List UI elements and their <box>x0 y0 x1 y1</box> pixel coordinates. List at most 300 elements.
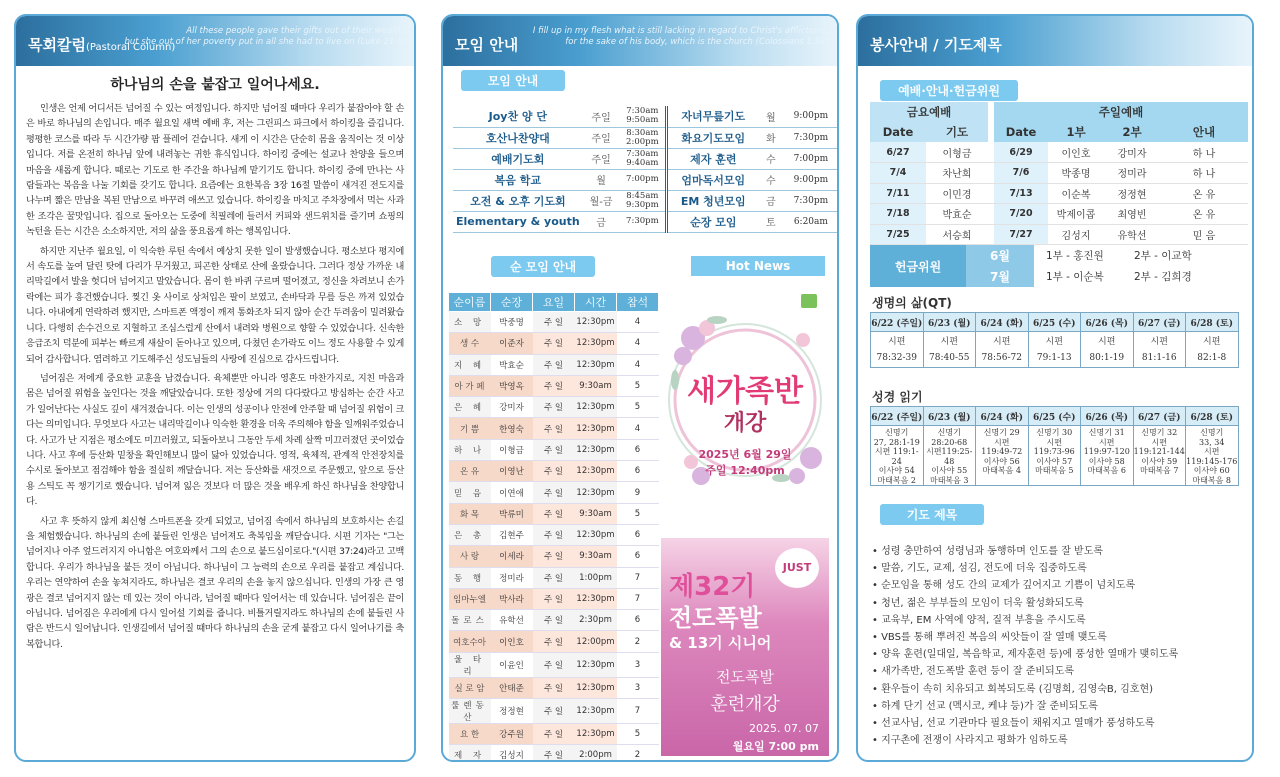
evangelism-edition: 제32기 <box>669 572 756 602</box>
qt-verse: 78:56-72 <box>976 349 1029 368</box>
worship-cell: 김성지 <box>1048 224 1104 245</box>
qt-day: 6/25 (수) <box>1028 313 1081 332</box>
offering-second: 2부 - 김희경 <box>1134 271 1192 283</box>
qt-day: 6/26 (목) <box>1081 313 1134 332</box>
sun-row <box>449 397 659 418</box>
meeting-time <box>619 127 666 148</box>
worship-col-row <box>870 122 1248 142</box>
worship-cell: 7/27 <box>994 224 1048 245</box>
worship-cell: 하 나 <box>1160 163 1248 184</box>
meeting-day: 월 <box>596 176 606 187</box>
hot-news-label: Hot News <box>691 256 825 276</box>
evangelism-poster <box>661 538 829 756</box>
worship-cell: 유학선 <box>1104 224 1160 245</box>
bible-reading-line: 119:121-144 <box>1133 447 1185 456</box>
bible-reading-line: 33, 34 <box>1199 437 1225 447</box>
bible-reading-line: 시편 <box>1099 437 1115 447</box>
sun-cell: 12:30pm <box>575 312 617 333</box>
qt-book: 시편 <box>1186 332 1239 349</box>
sun-cell: 박중명 <box>491 312 533 333</box>
worship-cell: 박종명 <box>1048 163 1104 184</box>
sun-row <box>449 461 659 482</box>
meeting-day: 화 <box>765 134 776 145</box>
prayer-item: • 양육 훈련(일대일, 복음학교, 제자훈련 등)에 풍성한 열매가 맺히도록 <box>872 646 1178 663</box>
sun-cell: 4 <box>617 333 659 354</box>
meeting-time: 7:30pm <box>793 132 829 143</box>
offering-first: 1부 - 이순복 <box>1046 271 1104 283</box>
offering-second: 2부 - 이교학 <box>1134 250 1192 262</box>
worship-cell: 이인호 <box>1048 142 1104 163</box>
bible-reading-line: 신명기 <box>1200 428 1224 437</box>
bible-reading <box>1081 426 1134 486</box>
bible-day-row <box>871 407 1239 426</box>
sun-cell: 12:30pm <box>575 677 617 698</box>
newcomer-date: 2025년 6월 29일 <box>698 448 792 461</box>
meeting-day: 월 <box>765 112 776 124</box>
evangelism-senior: & 13기 시니어 <box>669 634 772 652</box>
qt-book-row <box>871 332 1239 349</box>
bible-reading-line: 시편 <box>994 437 1010 447</box>
sun-cell: 주 일 <box>533 312 575 333</box>
sun-cell: 3 <box>617 652 659 677</box>
sun-cell: 한영숙 <box>491 418 533 439</box>
qt-verse-row <box>871 349 1239 368</box>
qt-verse: 79:1-13 <box>1028 349 1081 368</box>
sun-cell: 6 <box>617 524 659 545</box>
sun-cell: 주 일 <box>533 610 575 631</box>
sun-cell: 여호수아 <box>449 631 491 652</box>
prayer-item: • 환우들이 속히 치유되고 회복되도록 (김명희, 김영숙B, 김호현) <box>872 681 1178 698</box>
meeting-time <box>619 190 666 211</box>
sun-cell: 생 수 <box>449 333 491 354</box>
sun-cell: 주 일 <box>533 546 575 567</box>
sun-cell: 9 <box>617 482 659 503</box>
bible-reading-line: 마태복음 7 <box>1139 466 1179 475</box>
sun-cell: 제 자 <box>449 745 491 762</box>
pastoral-header <box>16 16 414 66</box>
worship-cell: 정정현 <box>1104 183 1160 204</box>
sun-cell: 6 <box>617 546 659 567</box>
prayer-item: • 하계 단기 선교 (멕시코, 케냐 등)가 잘 준비되도록 <box>872 698 1178 715</box>
sun-cell: 5 <box>617 375 659 396</box>
sun-cell: 5 <box>617 503 659 524</box>
bible-reading-line: 이사야 57 <box>1036 456 1073 466</box>
worship-col-header: 2부 <box>1104 122 1160 142</box>
evangelism-line5: 훈련개강 <box>710 694 780 715</box>
sun-cell: 7 <box>617 699 659 724</box>
sun-cell: 김성지 <box>491 745 533 762</box>
sun-header-row <box>449 293 659 312</box>
sun-cell: 주 일 <box>533 699 575 724</box>
offering-row <box>870 245 1244 266</box>
qt-verse: 82:1-8 <box>1186 349 1239 368</box>
sun-cell: 박류미 <box>491 503 533 524</box>
sun-cell: 화 목 <box>449 503 491 524</box>
prayer-item: • 성령 충만하여 성령님과 동행하며 인도를 잘 받도록 <box>872 543 1178 560</box>
bible-reading-line: 이사야 59 <box>1141 456 1178 466</box>
newcomer-subtitle: 개강 <box>723 411 767 436</box>
bible-reading-line: 시편 <box>1151 437 1167 447</box>
service-header <box>858 16 1252 66</box>
meeting-name: EM 청년모임 <box>680 194 746 208</box>
sun-cell: 6 <box>617 439 659 460</box>
sun-cell: 박사라 <box>491 588 533 609</box>
sun-cell: 은 총 <box>449 524 491 545</box>
meeting-verse: I fill up in my flesh what is still lacking in regard to Christ's afflictions, for the sake of his body, which is the church (Colossians 1:24) <box>532 26 829 48</box>
sun-cell: 12:30pm <box>575 418 617 439</box>
sun-row <box>449 524 659 545</box>
worship-cell: 정미라 <box>1104 163 1160 184</box>
worship-col-header: 기도 <box>926 122 988 142</box>
sun-cell: 7 <box>617 567 659 588</box>
meeting-name: 예배기도회 <box>491 152 545 166</box>
meeting-time <box>619 106 666 127</box>
worship-cell: 박제이콥 <box>1048 204 1104 225</box>
sun-cell: 주 일 <box>533 724 575 745</box>
sun-cell: 이준자 <box>491 333 533 354</box>
worship-col-header: Date <box>870 122 926 142</box>
worship-cell: 믿 음 <box>1160 224 1248 245</box>
sun-cell: 12:30pm <box>575 439 617 460</box>
bible-reading <box>976 426 1029 486</box>
worship-cell: 강미자 <box>1104 142 1160 163</box>
meeting-name: Elementary & youth <box>456 215 580 228</box>
sun-cell: 6 <box>617 461 659 482</box>
meeting-name: 호산나찬양대 <box>485 131 550 145</box>
sun-cell: 9:30am <box>575 375 617 396</box>
sun-cell: 7 <box>617 588 659 609</box>
sun-header-cell: 시간 <box>575 293 617 312</box>
worship-cell: 7/25 <box>870 224 926 245</box>
bible-reading-line: 시편 <box>1204 447 1220 456</box>
meeting-name: 오전 & 오후 기도회 <box>470 194 566 208</box>
meeting-time <box>619 148 666 169</box>
sun-header-cell: 순이름 <box>449 293 491 312</box>
sun-row <box>449 652 659 677</box>
sun-header-cell: 요일 <box>533 293 575 312</box>
sun-cell: 소 망 <box>449 312 491 333</box>
qt-day: 6/28 (토) <box>1186 313 1239 332</box>
sun-cell: 김현주 <box>491 524 533 545</box>
sun-cell: 룰렌동산 <box>449 699 491 724</box>
qt-verse: 78:32-39 <box>871 349 924 368</box>
meeting-header <box>443 16 837 66</box>
meeting-day: 주일 <box>591 134 611 145</box>
meeting-time: 7:00pm <box>793 153 829 164</box>
sun-cell: 이영난 <box>491 461 533 482</box>
just-logo: JUST <box>775 548 819 588</box>
meeting-day: 수 <box>765 155 776 166</box>
offering-month: 6월 <box>966 245 1034 266</box>
sun-cell: 12:30pm <box>575 524 617 545</box>
bible-day: 6/25 (수) <box>1028 407 1081 426</box>
meeting-name: 복음 학교 <box>494 173 542 187</box>
meeting-row <box>453 169 837 190</box>
worship-cell: 온 유 <box>1160 204 1248 225</box>
sun-table <box>448 292 659 762</box>
worship-col-header: 안내 <box>1160 122 1248 142</box>
bible-reading-line: 마태복음 4 <box>982 466 1022 475</box>
meeting-name: 화요기도모임 <box>681 131 746 145</box>
sun-cell: 하 나 <box>449 439 491 460</box>
sun-cell: 주 일 <box>533 482 575 503</box>
meeting-day: 금 <box>765 197 776 208</box>
sun-row <box>449 631 659 652</box>
worship-cell: 차난희 <box>926 163 988 184</box>
bible-reading-line: 시편119:25-48 <box>926 447 973 466</box>
meeting-time: 7:30pm <box>793 195 829 206</box>
service-header-title: 봉사안내 / 기도제목 <box>870 36 1002 54</box>
sun-cell: 12:30pm <box>575 699 617 724</box>
sun-row <box>449 610 659 631</box>
sun-cell: 강주원 <box>491 724 533 745</box>
bible-reading-line: 119:73-96 <box>1033 447 1075 456</box>
column-paragraph: 인생은 언제 어디서든 넘어질 수 있는 여정입니다. 하지만 넘어질 때마다 우리가 붙잡아야 할 손은 바로 하나님의 손입니다. 매주 월요일 새벽 예배 후, 저는 그린피스 파크에서 하이킹을 즐깁니다. 평평한 코스를 따라 두 시간가량 팜 플레어 걷습니다. 새게 이 시간은 단순히 몸을 움직이는 것 이상입니다. 저를 온전히 하나님 앞에 내려놓는 귀한 휴식입니다. 하이킹 중에는 설교나 찬양을 들으며 마음을 새롭게 합니다. 때로는 기도로 한 주간을 하나님께 맡기기도 합니다. 하이킹 중에 만나는 사람들과는 복음을 나눌 기회를 갖기도 합니다. 요즘에는 요한복음 3장 16절 말씀이 새겨진 전도지를 나누며 짧은 만남을 복된 만남으로 바꾸려 애쓰고 있습니다. 하이킹을 마치고 주차장에서 먹는 사과 한 조각은 꿀맛입니다. 집으로 돌아오는 도중에 칙필레에 들러서 커피와 샌드위치를 즐기며 쇼핑의 녹턴을 듣는 시간은 소소하지만, 저의 삶을 풍요롭게 하는 행복입니다. <box>26 104 404 238</box>
sun-cell: 2:30pm <box>575 610 617 631</box>
sun-worship-header: 주일예배 <box>994 102 1248 122</box>
meeting-time: 9:00pm <box>793 174 829 185</box>
bible-day: 6/28 (토) <box>1186 407 1239 426</box>
worship-cell: 이민경 <box>926 183 988 204</box>
sun-row <box>449 503 659 524</box>
meeting-day: 주일 <box>591 112 611 124</box>
qt-day: 6/24 (화) <box>976 313 1029 332</box>
qt-book: 시편 <box>1081 332 1134 349</box>
sun-cell: 4 <box>617 418 659 439</box>
worship-cell: 박효순 <box>926 204 988 225</box>
column-paragraph: 하지만 지난주 월요일, 이 익숙한 루틴 속에서 예상치 못한 일이 발생했습니다. 평소보다 평지에서 속도를 높여 달린 탓에 다리가 무거웠고, 피곤한 상태로 산에 올랐습니다. 그러다 정상 가까운 내리막길에서 발을 헛디뎌 넘어지고 말았습니다. 몸이 한 바퀴 구르며 떨어졌고, 정신을 차려보니 손가락에는 피가 흥건했습니다. 찢긴 옷 사이로 상처입은 팔이 보였고, 손바닥과 무릎 등은 까져 있었습니다. 아내에게 연락하려 했지만, 스마트폰 액정이 깨져 통화조차 되지 않아 순간 두려움이 밀려왔습니다. 다행히 손수건으로 지혈하고 조심스럽게 산에서 내려와 병원으로 향할 수 있었습니다. 신속한 응급조치 덕분에 피부는 빠르게 새살이 돋아나고 있으며, 다쳤던 손가락도 이느 정도 사용할 수 있게 되어 감사합니다. 염려하고 기도해주신 성도님들의 사랑에 진심으로 감사드립니다. <box>26 246 404 365</box>
worship-cell: 7/18 <box>870 204 926 225</box>
evangelism-line4: 전도폭발 <box>716 668 774 686</box>
sun-cell: 돌로스 <box>449 610 491 631</box>
bible-reading-line: 신명기 31 <box>1088 428 1125 437</box>
bible-reading <box>1028 426 1081 486</box>
prayer-item: • 선교사님, 선교 기관마다 필요들이 채워지고 열매가 풍성하도록 <box>872 715 1178 732</box>
newcomer-class-poster <box>661 280 829 538</box>
sun-cell: 주 일 <box>533 461 575 482</box>
bible-reading-line: 이사야 55 <box>931 466 968 475</box>
worship-cell: 이형금 <box>926 142 988 163</box>
meeting-name: 엄마독서모임 <box>681 173 746 187</box>
bible-day: 6/24 (화) <box>976 407 1029 426</box>
sun-cell: 주 일 <box>533 588 575 609</box>
sun-cell: 12:30pm <box>575 461 617 482</box>
sun-cell: 5 <box>617 724 659 745</box>
sun-row <box>449 546 659 567</box>
prayer-item: • 교육부, EM 사역에 양적, 질적 부흥을 주시도록 <box>872 612 1178 629</box>
meeting-time: 9:00pm <box>793 111 829 122</box>
sun-cell: 온 유 <box>449 461 491 482</box>
worship-group-row <box>870 102 1248 122</box>
sun-cell: 주 일 <box>533 333 575 354</box>
sun-cell: 강미자 <box>491 397 533 418</box>
sun-cell: 안태준 <box>491 677 533 698</box>
sun-cell: 박영옥 <box>491 375 533 396</box>
sun-cell: 주 일 <box>533 418 575 439</box>
pastoral-column-panel <box>14 14 416 762</box>
bible-reading-line: 119:145-176 <box>1186 456 1238 466</box>
qt-day-row <box>871 313 1239 332</box>
sun-row <box>449 354 659 375</box>
bible-table <box>870 406 1239 486</box>
sun-cell: 주 일 <box>533 677 575 698</box>
offering-label: 헌금위원 <box>870 245 966 287</box>
bible-reading-line: 27, 28:1-19 <box>873 437 920 447</box>
worship-cell: 7/13 <box>994 183 1048 204</box>
sun-header-cell: 순장 <box>491 293 533 312</box>
meeting-table <box>453 106 837 233</box>
meeting-name: 제자 훈련 <box>690 152 737 166</box>
worship-cell: 최영빈 <box>1104 204 1160 225</box>
sun-cell: 주 일 <box>533 567 575 588</box>
bible-reading-line: 신명기 32 <box>1141 428 1178 437</box>
worship-cell: 하 나 <box>1160 142 1248 163</box>
meeting-name: Joy찬 양 단 <box>488 110 548 124</box>
meeting-day: 금 <box>596 218 606 229</box>
meeting-time <box>619 169 666 190</box>
sun-cell: 정정현 <box>491 699 533 724</box>
sun-cell: 12:30pm <box>575 397 617 418</box>
sun-cell: 주 일 <box>533 503 575 524</box>
qt-verse: 78:40-55 <box>923 349 976 368</box>
bible-day: 6/22 (주일) <box>871 407 924 426</box>
meeting-row <box>453 148 837 169</box>
sun-cell: 동 행 <box>449 567 491 588</box>
meeting-day: 월-금 <box>589 197 613 208</box>
evangelism-time: 월요일 7:00 pm <box>732 740 819 753</box>
newcomer-time: 주일 12:40pm <box>705 464 785 477</box>
bible-reading-line: 시편 119:1-24 <box>874 447 919 466</box>
offering-month: 7월 <box>966 266 1034 287</box>
sun-cell: 주 일 <box>533 652 575 677</box>
sun-cell: 은 혜 <box>449 397 491 418</box>
sun-cell: 주 일 <box>533 354 575 375</box>
worship-row <box>870 183 1248 204</box>
worship-cell: 이순복 <box>1048 183 1104 204</box>
sun-cell: 이연애 <box>491 482 533 503</box>
worship-col-header: 1부 <box>1048 122 1104 142</box>
sun-cell: 2:00pm <box>575 745 617 762</box>
qt-book: 시편 <box>923 332 976 349</box>
sun-cell: 1:00pm <box>575 567 617 588</box>
sun-row <box>449 677 659 698</box>
sun-cell: 사 랑 <box>449 546 491 567</box>
meeting-label: 모임 안내 <box>461 70 565 91</box>
sun-cell: 2 <box>617 745 659 762</box>
column-paragraph: 넘어짐은 저에게 중요한 교훈을 남겼습니다. 육체뿐만 아니라 영혼도 마찬가지로, 지친 마음과 몸은 넘어질 위험을 높인다는 것을 깨달았습니다. 또한 정상에 거의 다다랐다고 방심하는 순간 사고가 일어난다는 사실도 깊이 새겨졌습니다. 이는 인생의 성공이나 안전에 안주할 때 넘어질 위험이 크다는 의미입니다. 무엇보다 사고는 내리막길이나 익숙한 환경을 더욱 주의해야 함을 일깨워주었습니다. 사고가 난 지점은 평소에도 미끄러웠고, 되돌아보니 그동안 두세 차례 살짝 미끄러졌던 곳이었습니다. 사고 후에 등산화 밑창을 확인해보니 많이 닳아 있었습니다. 영적, 육체적, 관계적 안전장치를 수시로 돌아보고 점검해야 함을 절실히 깨달습니다. 저는 등산화를 새것으로 주문했고, 앞으로 등산용 스틱도 꼭 챙기기로 했습니다. 넘어져 잃은 것보다 더 많은 것을 배우게 하신 하나님을 찬양합니다. <box>26 373 404 508</box>
sun-cell: 12:00pm <box>575 631 617 652</box>
meeting-time-1: 7:30pm <box>626 216 659 226</box>
sun-cell: 이인호 <box>491 631 533 652</box>
worship-cell: 7/20 <box>994 204 1048 225</box>
prayer-item: • VBS를 통해 뿌려진 복음의 씨앗들이 잘 열매 맺도록 <box>872 629 1178 646</box>
bible-reading-line: 신명기 29 <box>983 428 1020 437</box>
bible-reading-line: 마태복음 3 <box>929 475 969 485</box>
bible-reading-line: 마태복음 6 <box>1087 466 1127 475</box>
sun-row <box>449 745 659 762</box>
prayer-item: • 청년, 젊은 부부들의 모임이 더욱 활성화되도록 <box>872 595 1178 612</box>
sun-cell: 12:30pm <box>575 354 617 375</box>
meeting-time-2: 2:00pm <box>626 136 659 147</box>
sun-row <box>449 724 659 745</box>
meeting-time-1: 7:30am <box>626 106 659 117</box>
bible-reading <box>871 426 924 486</box>
meeting-time-1: 7:00pm <box>626 174 659 184</box>
sun-cell: 박효순 <box>491 354 533 375</box>
qt-book: 시편 <box>1028 332 1081 349</box>
worship-cell: 6/27 <box>870 142 926 163</box>
sun-cell: 유학선 <box>491 610 533 631</box>
bible-reading-line: 28:20-68 <box>931 437 968 447</box>
service-panel <box>856 14 1254 762</box>
sun-row <box>449 439 659 460</box>
column-paragraph: 사고 후 뜻하지 않게 최신형 스마트폰을 갖게 되었고, 넘어짐 속에서 하나님의 보호하시는 손길을 체험했습니다. 하나님의 손에 붙들린 인생은 넘어져도 축복임을 깨닫습니다. 시편 기자는 "그는 넘어지나 아주 엎드러지지 아니함은 여호와께서 그의 손으로 붙드심이로다."(시편 37:24)라고 고백합니다. 우리가 하나님을 붙든 것이 아닙니다. 하나님이 그 능력의 손으로 우리를 붙잡고 계십니다. 우리는 연약하여 손을 놓쳐지라도, 하나님은 결코 우리의 손을 놓지 않으십니다. 인생의 가장 큰 영광은 결코 넘어지지 않는 데 있는 것이 아니라, 넘어질 때마다 일어서는 데 있습니다. 넘어짐은 끝이 아닙니다. 넘어짐은 우리에게 다시 일어설 기회를 줍니다. 비틀거릴지라도 하나님의 손에 붙들린 사람은 반드시 일어납니다. 인생길에서 넘어질 때마다 하나님의 손을 굳게 붙잡고 다시 일어나기를 축복합니다. <box>26 516 404 650</box>
worship-cell: 7/6 <box>994 163 1048 184</box>
column-body <box>16 102 414 653</box>
sun-cell: 12:30pm <box>575 588 617 609</box>
sun-cell: 5 <box>617 397 659 418</box>
sun-cell: 이윤인 <box>491 652 533 677</box>
bible-reading-line: 마태복음 2 <box>877 475 917 485</box>
worship-col-header: Date <box>994 122 1048 142</box>
sun-cell: 주 일 <box>533 745 575 762</box>
prayer-item: • 순모임을 통해 성도 간의 교제가 깊어지고 기쁨이 넘치도록 <box>872 577 1178 594</box>
meeting-row <box>453 190 837 211</box>
bible-reading-line: 119:97-120 <box>1083 447 1130 456</box>
pastoral-verse: All these people gave their gifts out of their wealth; but she out of her poverty put in all she had to live on (Luke 21:4) <box>124 26 406 48</box>
bible-reading-row <box>871 426 1239 486</box>
sun-cell: 2 <box>617 631 659 652</box>
meeting-time-1: 7:30am <box>626 148 659 159</box>
sun-cell: 실 로 암 <box>449 677 491 698</box>
offering-table <box>870 245 1244 287</box>
sun-cell: 주 일 <box>533 439 575 460</box>
sun-row <box>449 375 659 396</box>
sun-cell: 주 일 <box>533 397 575 418</box>
meeting-time-2: 9:50am <box>626 115 659 126</box>
bible-reading-line: 이사야 58 <box>1088 456 1125 466</box>
prayer-item: • 지구촌에 전쟁이 사라지고 평화가 임하도록 <box>872 732 1178 749</box>
pastoral-header-title: 목회칼럼(Pastoral Column) <box>28 36 176 54</box>
newcomer-title: 새가족반 <box>687 374 803 409</box>
meeting-time <box>619 211 666 232</box>
worship-row <box>870 224 1248 245</box>
worship-table <box>870 102 1248 245</box>
sun-row <box>449 312 659 333</box>
evangelism-date: 2025. 07. 07 <box>749 722 819 735</box>
meeting-time-2: 9:30pm <box>626 199 659 210</box>
bible-reading-line: 마태복음 5 <box>1034 466 1074 475</box>
bible-reading-line: 이사야 56 <box>983 456 1020 466</box>
qt-verse: 80:1-19 <box>1081 349 1134 368</box>
meeting-name: 순장 모임 <box>690 215 737 229</box>
worship-row <box>870 163 1248 184</box>
worship-cell: 서승희 <box>926 224 988 245</box>
bible-reading-line: 이사야 60 <box>1193 466 1230 475</box>
bible-day: 6/27 (금) <box>1133 407 1186 426</box>
sun-row <box>449 588 659 609</box>
meeting-row <box>453 211 837 232</box>
qt-table <box>870 312 1239 368</box>
offering-first: 1부 - 홍진원 <box>1046 250 1104 262</box>
bible-day: 6/23 (월) <box>923 407 976 426</box>
sun-cell: 9:30am <box>575 546 617 567</box>
sun-cell: 이세라 <box>491 546 533 567</box>
sun-cell: 12:30pm <box>575 482 617 503</box>
qt-day: 6/22 (주일) <box>871 313 924 332</box>
meeting-panel <box>441 14 839 762</box>
meeting-header-title: 모임 안내 <box>455 36 519 54</box>
